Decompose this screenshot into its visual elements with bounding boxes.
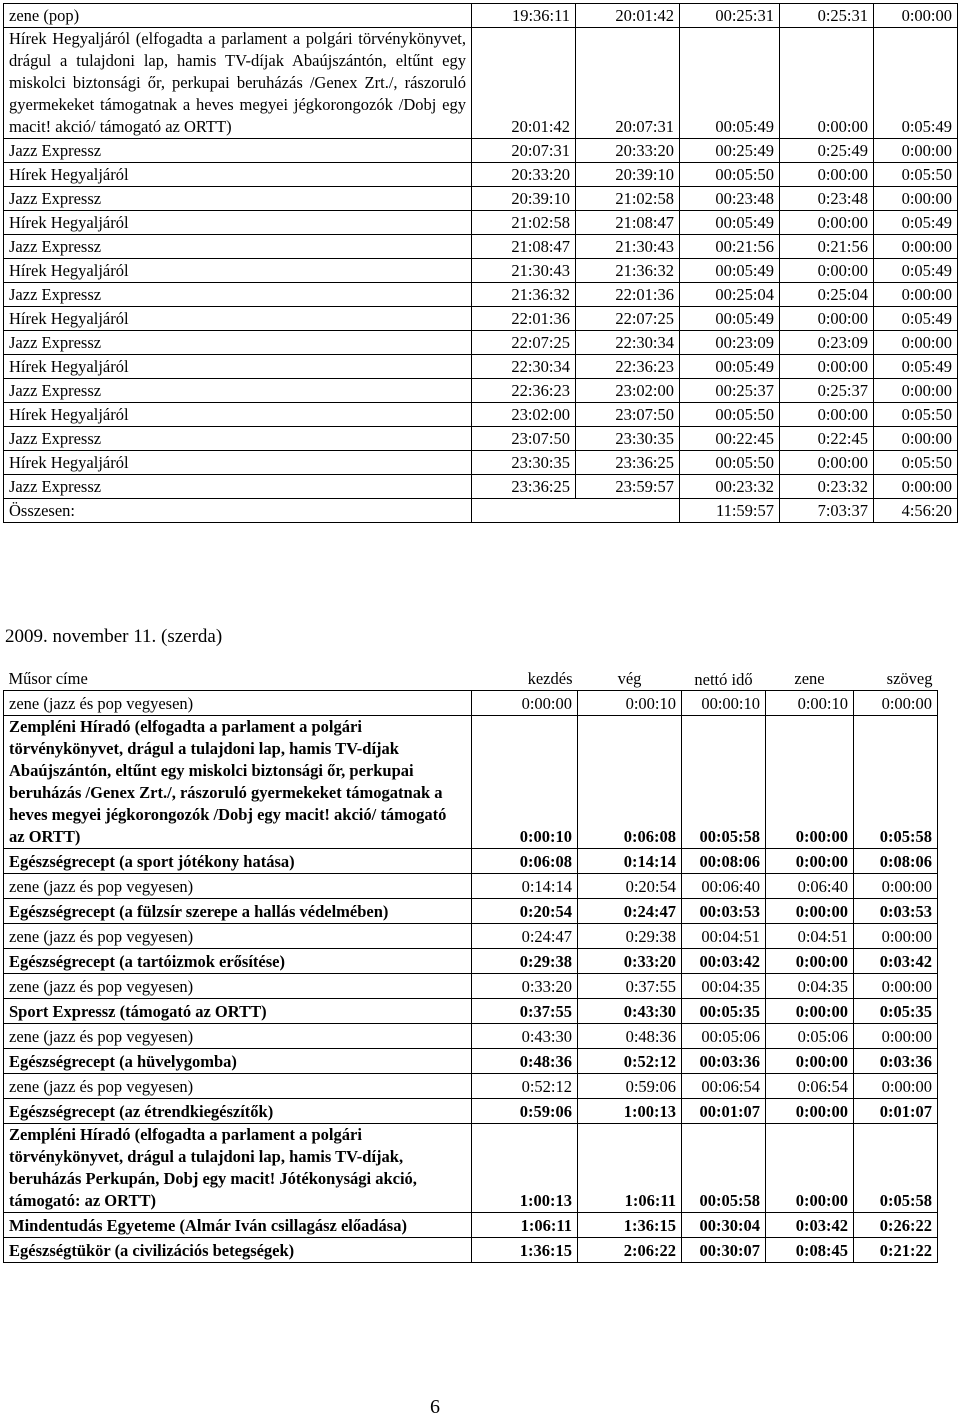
table-row bbox=[4, 331, 958, 355]
text-duration: 0:03:36 bbox=[854, 1049, 938, 1074]
net-duration: 00:30:07 bbox=[682, 1238, 766, 1263]
end-time: 0:20:54 bbox=[578, 874, 682, 899]
program-title: Jazz Expressz bbox=[4, 235, 472, 259]
program-title: zene (jazz és pop vegyesen) bbox=[4, 1074, 472, 1099]
program-title: Hírek Hegyaljáról bbox=[4, 451, 472, 475]
program-title: zene (jazz és pop vegyesen) bbox=[4, 874, 472, 899]
program-title: Hírek Hegyaljáról (elfogadta a parlament a polgári törvénykönyvet, drágul a tulajdoni lap, hamis TV-díjak Abaújszántón, eltűnt egy miskolci biztonsági őr, perkupai beruházás /Genex Zrt./, rászoruló gyermekeket támogatnak a heves megyei jégkorongozók /Dobj egy macit! akció/ támogató az ORTT) bbox=[4, 28, 472, 139]
net-duration: 00:21:56 bbox=[680, 235, 780, 259]
music-duration: 0:00:00 bbox=[780, 163, 874, 187]
start-time: 20:07:31 bbox=[472, 139, 576, 163]
start-time: 0:37:55 bbox=[472, 999, 578, 1024]
net-duration: 00:25:04 bbox=[680, 283, 780, 307]
text-duration: 0:03:53 bbox=[854, 899, 938, 924]
net-duration: 00:08:06 bbox=[682, 849, 766, 874]
table-row bbox=[4, 379, 958, 403]
table-row bbox=[4, 307, 958, 331]
net-duration: 00:05:50 bbox=[680, 451, 780, 475]
net-duration: 00:05:49 bbox=[680, 355, 780, 379]
header-music: zene bbox=[766, 666, 854, 691]
table-row bbox=[4, 427, 958, 451]
net-duration: 00:05:35 bbox=[682, 999, 766, 1024]
net-duration: 00:05:49 bbox=[680, 307, 780, 331]
start-time: 21:36:32 bbox=[472, 283, 576, 307]
net-duration: 00:05:58 bbox=[682, 716, 766, 849]
program-title: Egészségrecept (a fülzsír szerepe a hallás védelmében) bbox=[4, 899, 472, 924]
program-title: Hírek Hegyaljáról bbox=[4, 307, 472, 331]
music-duration: 0:04:35 bbox=[766, 974, 854, 999]
start-time: 1:06:11 bbox=[472, 1213, 578, 1238]
text-duration: 0:08:06 bbox=[854, 849, 938, 874]
table-row bbox=[4, 716, 938, 849]
program-title: Sport Expressz (támogató az ORTT) bbox=[4, 999, 472, 1024]
text-duration: 0:00:00 bbox=[854, 691, 938, 716]
music-duration: 0:25:49 bbox=[780, 139, 874, 163]
text-duration: 0:05:58 bbox=[854, 1124, 938, 1213]
total-row bbox=[4, 499, 958, 523]
music-duration: 0:00:00 bbox=[766, 849, 854, 874]
start-time: 23:02:00 bbox=[472, 403, 576, 427]
table-row bbox=[4, 1024, 938, 1049]
table-row bbox=[4, 849, 938, 874]
text-duration: 0:00:00 bbox=[874, 235, 958, 259]
end-time: 22:01:36 bbox=[576, 283, 680, 307]
music-duration: 0:00:00 bbox=[766, 899, 854, 924]
table-row bbox=[4, 28, 958, 139]
start-time: 0:24:47 bbox=[472, 924, 578, 949]
start-time: 21:02:58 bbox=[472, 211, 576, 235]
net-duration: 00:22:45 bbox=[680, 427, 780, 451]
end-time: 23:07:50 bbox=[576, 403, 680, 427]
program-title: zene (jazz és pop vegyesen) bbox=[4, 1024, 472, 1049]
end-time: 0:59:06 bbox=[578, 1074, 682, 1099]
end-time: 21:30:43 bbox=[576, 235, 680, 259]
text-duration: 0:05:49 bbox=[874, 259, 958, 283]
music-duration: 0:00:00 bbox=[766, 949, 854, 974]
music-duration: 0:23:09 bbox=[780, 331, 874, 355]
table-row bbox=[4, 1238, 938, 1263]
end-time: 1:06:11 bbox=[578, 1124, 682, 1213]
end-time: 0:29:38 bbox=[578, 924, 682, 949]
date-heading: 2009. november 11. (szerda) bbox=[5, 626, 223, 647]
header-start: kezdés bbox=[472, 666, 578, 691]
header-net bbox=[682, 666, 766, 691]
text-duration: 0:00:00 bbox=[854, 1074, 938, 1099]
music-duration: 0:00:00 bbox=[780, 259, 874, 283]
text-duration: 0:05:50 bbox=[874, 163, 958, 187]
end-time: 0:48:36 bbox=[578, 1024, 682, 1049]
total-net: 11:59:57 bbox=[680, 499, 780, 523]
end-time: 0:33:20 bbox=[578, 949, 682, 974]
table-row bbox=[4, 1213, 938, 1238]
schedule-table-nov-11 bbox=[3, 666, 938, 1263]
text-duration: 0:05:50 bbox=[874, 451, 958, 475]
program-title: Egészségrecept (a sport jótékony hatása) bbox=[4, 849, 472, 874]
end-time: 22:36:23 bbox=[576, 355, 680, 379]
net-duration: 00:05:49 bbox=[680, 259, 780, 283]
table-row bbox=[4, 235, 958, 259]
text-duration: 0:26:22 bbox=[854, 1213, 938, 1238]
start-time: 1:36:15 bbox=[472, 1238, 578, 1263]
end-time: 23:36:25 bbox=[576, 451, 680, 475]
net-duration: 00:03:53 bbox=[682, 899, 766, 924]
net-duration: 00:03:42 bbox=[682, 949, 766, 974]
program-title: Hírek Hegyaljáról bbox=[4, 163, 472, 187]
text-duration: 0:00:00 bbox=[874, 4, 958, 28]
table-row bbox=[4, 355, 958, 379]
program-title: zene (pop) bbox=[4, 4, 472, 28]
table-row bbox=[4, 1074, 938, 1099]
program-title: Hírek Hegyaljáról bbox=[4, 403, 472, 427]
start-time: 0:48:36 bbox=[472, 1049, 578, 1074]
music-duration: 0:00:10 bbox=[766, 691, 854, 716]
music-duration: 0:00:00 bbox=[780, 451, 874, 475]
net-duration: 00:05:49 bbox=[680, 28, 780, 139]
music-duration: 0:00:00 bbox=[766, 999, 854, 1024]
net-duration: 00:25:37 bbox=[680, 379, 780, 403]
table-row bbox=[4, 691, 938, 716]
program-title: Zempléni Híradó (elfogadta a parlament a polgári törvénykönyvet, drágul a tulajdoni lap, hamis TV-díjak Abaújszántón, eltűnt egy miskolci biztonsági őr, perkupai beruházás /Genex Zrt./, rászoruló gyermekeket támogatnak a heves megyei jégkorongozók /Dobj egy macit! akció/ támogató az ORTT) bbox=[4, 716, 472, 849]
music-duration: 0:25:37 bbox=[780, 379, 874, 403]
end-time: 21:08:47 bbox=[576, 211, 680, 235]
music-duration: 0:00:00 bbox=[766, 1049, 854, 1074]
start-time: 20:33:20 bbox=[472, 163, 576, 187]
net-duration: 00:06:40 bbox=[682, 874, 766, 899]
music-duration: 0:00:00 bbox=[780, 28, 874, 139]
start-time: 23:36:25 bbox=[472, 475, 576, 499]
program-title: Egészségtükör (a civilizációs betegségek) bbox=[4, 1238, 472, 1263]
music-duration: 0:06:54 bbox=[766, 1074, 854, 1099]
end-time: 22:07:25 bbox=[576, 307, 680, 331]
header-net-text: nettó idő bbox=[694, 670, 753, 689]
net-duration: 00:25:31 bbox=[680, 4, 780, 28]
text-duration: 0:00:00 bbox=[854, 874, 938, 899]
start-time: 0:20:54 bbox=[472, 899, 578, 924]
text-duration: 0:00:00 bbox=[854, 974, 938, 999]
table-row bbox=[4, 403, 958, 427]
end-time: 1:00:13 bbox=[578, 1099, 682, 1124]
program-title: Egészségrecept (a tartóizmok erősítése) bbox=[4, 949, 472, 974]
start-time: 20:39:10 bbox=[472, 187, 576, 211]
text-duration: 0:05:50 bbox=[874, 403, 958, 427]
music-duration: 0:00:00 bbox=[780, 307, 874, 331]
program-title: Jazz Expressz bbox=[4, 475, 472, 499]
total-label: Összesen: bbox=[4, 499, 472, 523]
end-time: 21:36:32 bbox=[576, 259, 680, 283]
net-duration: 00:25:49 bbox=[680, 139, 780, 163]
table-row bbox=[4, 259, 958, 283]
net-duration: 00:04:51 bbox=[682, 924, 766, 949]
program-title: Jazz Expressz bbox=[4, 331, 472, 355]
start-time: 20:01:42 bbox=[472, 28, 576, 139]
table-row bbox=[4, 163, 958, 187]
end-time: 22:30:34 bbox=[576, 331, 680, 355]
header-text: szöveg bbox=[854, 666, 938, 691]
net-duration: 00:05:49 bbox=[680, 211, 780, 235]
table-row bbox=[4, 874, 938, 899]
table-row bbox=[4, 1124, 938, 1213]
program-title: Jazz Expressz bbox=[4, 427, 472, 451]
text-duration: 0:00:00 bbox=[854, 1024, 938, 1049]
program-title: Mindentudás Egyeteme (Almár Iván csillagász előadása) bbox=[4, 1213, 472, 1238]
music-duration: 0:00:00 bbox=[780, 355, 874, 379]
start-time: 22:07:25 bbox=[472, 331, 576, 355]
text-duration: 0:05:58 bbox=[854, 716, 938, 849]
start-time: 22:36:23 bbox=[472, 379, 576, 403]
net-duration: 00:00:10 bbox=[682, 691, 766, 716]
program-title: Hírek Hegyaljáról bbox=[4, 259, 472, 283]
program-title: Jazz Expressz bbox=[4, 379, 472, 403]
text-duration: 0:01:07 bbox=[854, 1099, 938, 1124]
page-number: 6 bbox=[430, 1396, 440, 1418]
start-time: 0:00:00 bbox=[472, 691, 578, 716]
start-time: 21:08:47 bbox=[472, 235, 576, 259]
program-title: zene (jazz és pop vegyesen) bbox=[4, 691, 472, 716]
program-title: Hírek Hegyaljáról bbox=[4, 211, 472, 235]
end-time: 0:52:12 bbox=[578, 1049, 682, 1074]
net-duration: 00:23:32 bbox=[680, 475, 780, 499]
text-duration: 0:05:35 bbox=[854, 999, 938, 1024]
header-title: Műsor címe bbox=[4, 666, 472, 691]
schedule-table-previous-day bbox=[3, 3, 958, 523]
end-time: 0:14:14 bbox=[578, 849, 682, 874]
program-title: Jazz Expressz bbox=[4, 139, 472, 163]
start-time: 0:06:08 bbox=[472, 849, 578, 874]
music-duration: 0:21:56 bbox=[780, 235, 874, 259]
net-duration: 00:05:50 bbox=[680, 403, 780, 427]
table-row bbox=[4, 211, 958, 235]
net-duration: 00:23:48 bbox=[680, 187, 780, 211]
start-time: 22:01:36 bbox=[472, 307, 576, 331]
table-row bbox=[4, 283, 958, 307]
music-duration: 0:03:42 bbox=[766, 1213, 854, 1238]
header-end: vég bbox=[578, 666, 682, 691]
program-title: Jazz Expressz bbox=[4, 187, 472, 211]
start-time: 23:07:50 bbox=[472, 427, 576, 451]
program-title: Egészségrecept (a hüvelygomba) bbox=[4, 1049, 472, 1074]
total-text: 4:56:20 bbox=[874, 499, 958, 523]
net-duration: 00:05:06 bbox=[682, 1024, 766, 1049]
total-empty-cell bbox=[472, 499, 680, 523]
table-row bbox=[4, 187, 958, 211]
end-time: 0:06:08 bbox=[578, 716, 682, 849]
text-duration: 0:00:00 bbox=[854, 924, 938, 949]
text-duration: 0:03:42 bbox=[854, 949, 938, 974]
text-duration: 0:21:22 bbox=[854, 1238, 938, 1263]
table-row bbox=[4, 899, 938, 924]
end-time: 23:59:57 bbox=[576, 475, 680, 499]
start-time: 0:33:20 bbox=[472, 974, 578, 999]
music-duration: 0:08:45 bbox=[766, 1238, 854, 1263]
start-time: 21:30:43 bbox=[472, 259, 576, 283]
table-row bbox=[4, 924, 938, 949]
music-duration: 0:00:00 bbox=[766, 1099, 854, 1124]
end-time: 0:24:47 bbox=[578, 899, 682, 924]
table-row bbox=[4, 1049, 938, 1074]
table-row bbox=[4, 4, 958, 28]
program-title: zene (jazz és pop vegyesen) bbox=[4, 924, 472, 949]
music-duration: 0:00:00 bbox=[780, 403, 874, 427]
net-duration: 00:05:58 bbox=[682, 1124, 766, 1213]
music-duration: 0:00:00 bbox=[780, 211, 874, 235]
end-time: 20:01:42 bbox=[576, 4, 680, 28]
table-row bbox=[4, 949, 938, 974]
start-time: 0:29:38 bbox=[472, 949, 578, 974]
start-time: 22:30:34 bbox=[472, 355, 576, 379]
table-row bbox=[4, 974, 938, 999]
start-time: 0:14:14 bbox=[472, 874, 578, 899]
music-duration: 0:23:48 bbox=[780, 187, 874, 211]
program-title: Hírek Hegyaljáról bbox=[4, 355, 472, 379]
text-duration: 0:05:49 bbox=[874, 355, 958, 379]
start-time: 23:30:35 bbox=[472, 451, 576, 475]
text-duration: 0:00:00 bbox=[874, 427, 958, 451]
table-row bbox=[4, 475, 958, 499]
music-duration: 0:05:06 bbox=[766, 1024, 854, 1049]
program-title: Zempléni Híradó (elfogadta a parlament a polgári törvénykönyvet, drágul a tulajdoni lap, hamis TV-díjak, beruházás Perkupán, Dobj egy macit! Jótékonysági akció, támogató: az ORTT) bbox=[4, 1124, 472, 1213]
text-duration: 0:00:00 bbox=[874, 187, 958, 211]
start-time: 19:36:11 bbox=[472, 4, 576, 28]
table-header-row bbox=[4, 666, 938, 691]
text-duration: 0:05:49 bbox=[874, 307, 958, 331]
start-time: 1:00:13 bbox=[472, 1124, 578, 1213]
table-row bbox=[4, 139, 958, 163]
text-duration: 0:00:00 bbox=[874, 331, 958, 355]
start-time: 0:59:06 bbox=[472, 1099, 578, 1124]
net-duration: 00:04:35 bbox=[682, 974, 766, 999]
end-time: 20:39:10 bbox=[576, 163, 680, 187]
end-time: 0:43:30 bbox=[578, 999, 682, 1024]
music-duration: 0:25:31 bbox=[780, 4, 874, 28]
program-title: zene (jazz és pop vegyesen) bbox=[4, 974, 472, 999]
net-duration: 00:03:36 bbox=[682, 1049, 766, 1074]
music-duration: 0:06:40 bbox=[766, 874, 854, 899]
table-row bbox=[4, 451, 958, 475]
end-time: 21:02:58 bbox=[576, 187, 680, 211]
start-time: 0:43:30 bbox=[472, 1024, 578, 1049]
program-title: Egészségrecept (az étrendkiegészítők) bbox=[4, 1099, 472, 1124]
music-duration: 0:22:45 bbox=[780, 427, 874, 451]
end-time: 0:00:10 bbox=[578, 691, 682, 716]
text-duration: 0:05:49 bbox=[874, 28, 958, 139]
net-duration: 00:23:09 bbox=[680, 331, 780, 355]
start-time: 0:52:12 bbox=[472, 1074, 578, 1099]
text-duration: 0:00:00 bbox=[874, 475, 958, 499]
text-duration: 0:00:00 bbox=[874, 379, 958, 403]
music-duration: 0:04:51 bbox=[766, 924, 854, 949]
text-duration: 0:00:00 bbox=[874, 283, 958, 307]
net-duration: 00:06:54 bbox=[682, 1074, 766, 1099]
net-duration: 00:01:07 bbox=[682, 1099, 766, 1124]
text-duration: 0:00:00 bbox=[874, 139, 958, 163]
end-time: 20:07:31 bbox=[576, 28, 680, 139]
music-duration: 0:00:00 bbox=[766, 1124, 854, 1213]
text-duration: 0:05:49 bbox=[874, 211, 958, 235]
net-duration: 00:30:04 bbox=[682, 1213, 766, 1238]
program-title: Jazz Expressz bbox=[4, 283, 472, 307]
end-time: 0:37:55 bbox=[578, 974, 682, 999]
end-time: 20:33:20 bbox=[576, 139, 680, 163]
start-time: 0:00:10 bbox=[472, 716, 578, 849]
total-music: 7:03:37 bbox=[780, 499, 874, 523]
music-duration: 0:25:04 bbox=[780, 283, 874, 307]
net-duration: 00:05:50 bbox=[680, 163, 780, 187]
end-time: 2:06:22 bbox=[578, 1238, 682, 1263]
table-row bbox=[4, 999, 938, 1024]
end-time: 23:30:35 bbox=[576, 427, 680, 451]
music-duration: 0:23:32 bbox=[780, 475, 874, 499]
end-time: 23:02:00 bbox=[576, 379, 680, 403]
music-duration: 0:00:00 bbox=[766, 716, 854, 849]
table-row bbox=[4, 1099, 938, 1124]
end-time: 1:36:15 bbox=[578, 1213, 682, 1238]
